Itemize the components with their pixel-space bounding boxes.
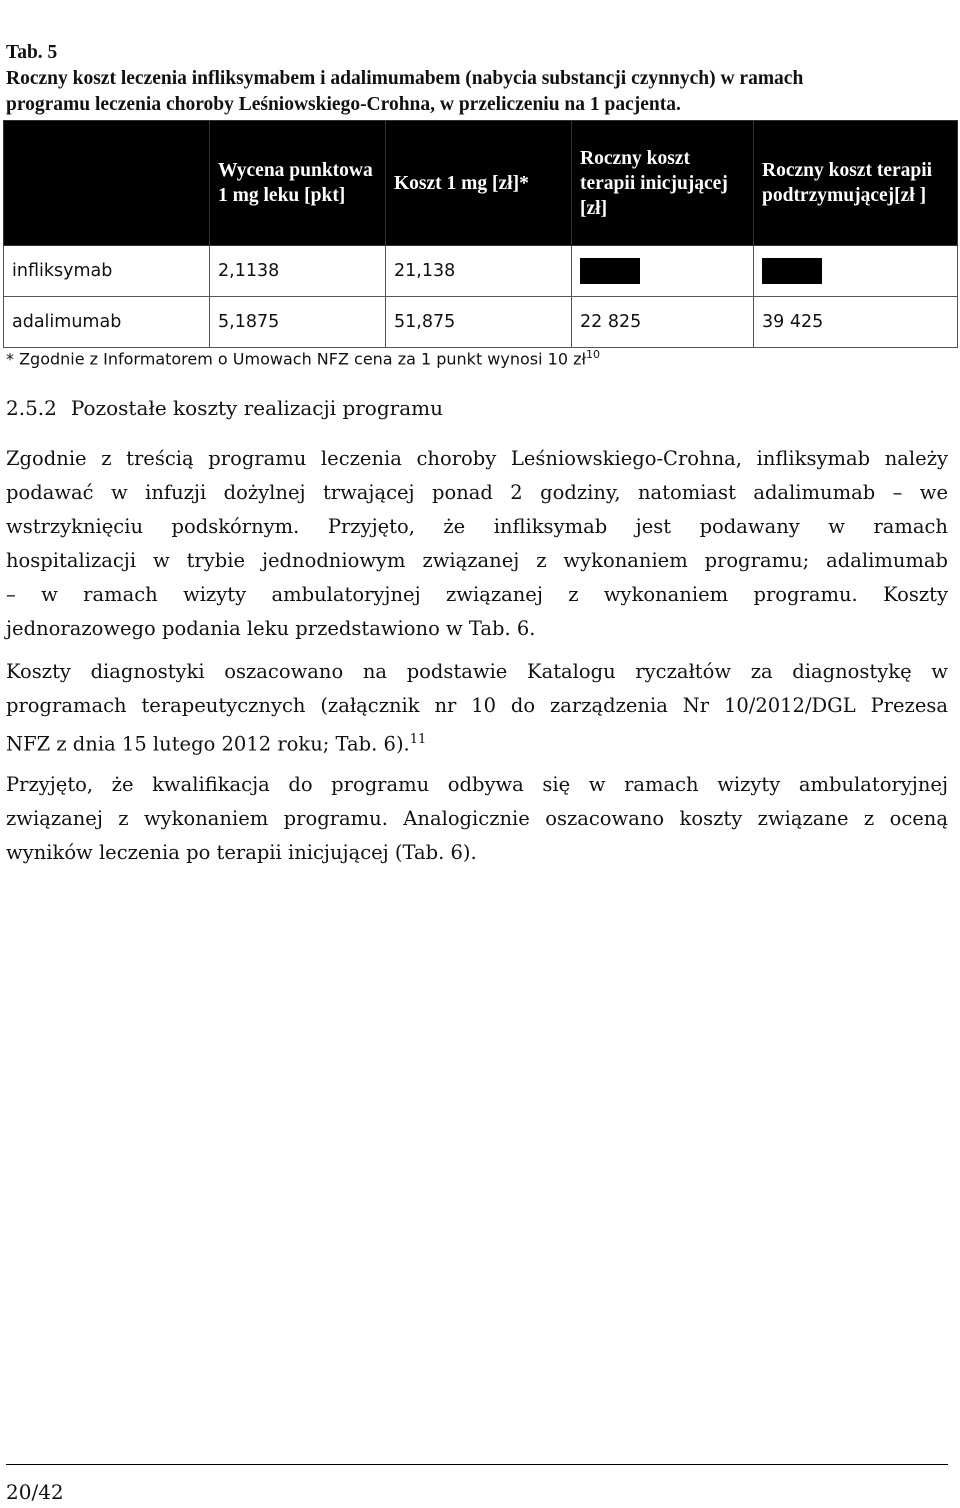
paragraph-line: Koszty diagnostyki oszacowano na podstawie Katalogu ryczałtów za diagnostykę w	[6, 660, 948, 683]
paragraph-line: Zgodnie z treścią programu leczenia choroby Leśniowskiego-Crohna, infliksymab należy	[6, 447, 948, 470]
page-number: 20/42	[6, 1480, 64, 1504]
paragraph-line: wstrzyknięciu podskórnym. Przyjęto, że infliksymab jest podawany w ramach	[6, 515, 948, 538]
paragraph-1	[6, 442, 948, 646]
header-cost-per-mg: Koszt 1 mg [zł]*	[386, 121, 572, 246]
cell-initial	[572, 246, 754, 297]
paragraph-line: hospitalizacji w trybie jednodniowym związanej z wykonaniem programu; adalimumab	[6, 549, 948, 572]
cell-cost: 51,875	[386, 297, 572, 348]
cost-table	[3, 120, 958, 348]
header-maintenance-cost: Roczny koszt terapii podtrzymującej[zł ]	[754, 121, 958, 246]
table-row	[4, 246, 958, 297]
footnote-text: * Zgodnie z Informatorem o Umowach NFZ cena za 1 punkt wynosi 10 zł	[6, 349, 587, 369]
header-points: Wycena punktowa 1 mg leku [pkt]	[210, 121, 386, 246]
paragraph-line: – w ramach wizyty ambulatoryjnej związanej z wykonaniem programu. Koszty	[6, 583, 948, 606]
header-drug	[4, 121, 210, 246]
table-title-line-1: Roczny koszt leczenia infliksymabem i adalimumabem (nabycia substancji czynnych) w ramach	[6, 68, 804, 89]
table-row	[4, 297, 958, 348]
paragraph-line: podawać w infuzji dożylnej trwającej ponad 2 godziny, natomiast adalimumab – we	[6, 481, 948, 504]
paragraph-line: programach terapeutycznych (załącznik nr 10 do zarządzenia Nr 10/2012/DGL Prezesa	[6, 694, 948, 717]
footnote-ref: 11	[409, 732, 427, 747]
paragraph-line-text: NFZ z dnia 15 lutego 2012 roku; Tab. 6).	[6, 732, 410, 756]
cell-points: 5,1875	[210, 297, 386, 348]
paragraph-2	[6, 655, 948, 762]
table-header-row	[4, 121, 958, 246]
table-number: Tab. 5	[6, 42, 58, 63]
cell-maintenance	[754, 246, 958, 297]
cell-drug: adalimumab	[4, 297, 210, 348]
section-title: Pozostałe koszty realizacji programu	[70, 396, 443, 420]
section-heading	[6, 396, 443, 420]
table-title-line-2: programu leczenia choroby Leśniowskiego-Crohna, w przeliczeniu na 1 pacjenta.	[6, 94, 681, 115]
paragraph-line: związanej z wykonaniem programu. Analogicznie oszacowano koszty związane z oceną	[6, 807, 948, 830]
cell-cost: 21,138	[386, 246, 572, 297]
header-initial-cost: Roczny koszt terapii inicjującej [zł]	[572, 121, 754, 246]
table-footnote	[6, 348, 600, 368]
cell-drug: infliksymab	[4, 246, 210, 297]
redaction-block	[762, 258, 822, 284]
paragraph-line	[6, 723, 948, 762]
cell-maintenance: 39 425	[754, 297, 958, 348]
section-number: 2.5.2	[6, 396, 57, 420]
paragraph-line: Przyjęto, że kwalifikacja do programu odbywa się w ramach wizyty ambulatoryjnej	[6, 773, 948, 796]
footer-divider	[6, 1464, 948, 1465]
table-caption	[6, 40, 946, 118]
footnote-ref: 10	[586, 348, 601, 361]
paragraph-line: jednorazowego podania leku przedstawiono w Tab. 6.	[6, 617, 536, 640]
paragraph-line: wyników leczenia po terapii inicjującej (Tab. 6).	[6, 841, 477, 864]
redaction-block	[580, 258, 640, 284]
cell-initial: 22 825	[572, 297, 754, 348]
cell-points: 2,1138	[210, 246, 386, 297]
paragraph-3	[6, 768, 948, 870]
